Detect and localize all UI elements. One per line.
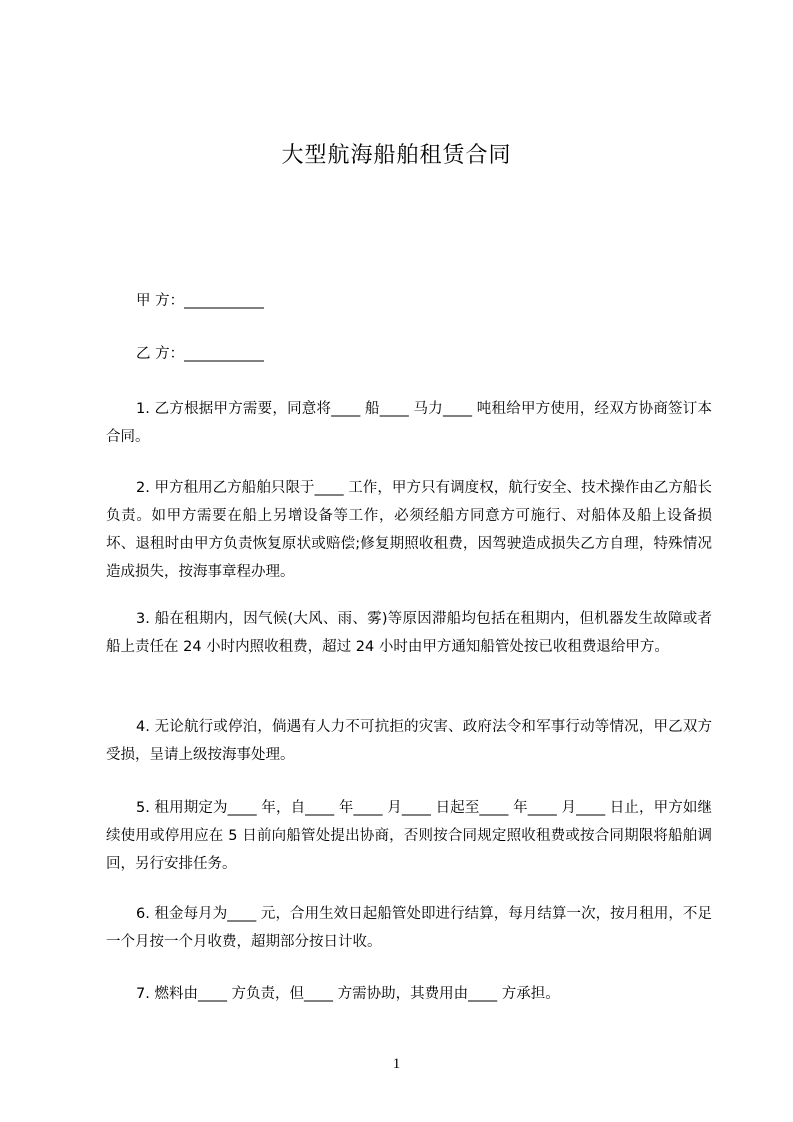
clause-6: 6. 租金每月为____ 元，合用生效日起船管处即进行结算，每月结算一次，按月租用，不足一个月按一个月收费，超期部分按日计收。 bbox=[106, 906, 712, 950]
clause-5: 5. 租用期定为____ 年，自____ 年____ 月____ 日起至____ 年____ 月____ 日止，甲方如继续使用或停用应在 5 日前向船管处提出协商，否则按合同规定照收租费或按合同期限将船舶调回，另行安排任务。 bbox=[106, 800, 712, 872]
party-a-line: 甲 方：___________ bbox=[136, 293, 264, 309]
clause-3: 3. 船在租期内，因气候(大风、雨、雾)等原因滞船均包括在租期内，但机器发生故障或者船上责任在 24 小时内照收租费，超过 24 小时由甲方通知船管处按已收租费退给甲方。 bbox=[106, 611, 712, 655]
clause-1: 1. 乙方根据甲方需要，同意将____ 船____ 马力____ 吨租给甲方使用，经双方协商签订本合同。 bbox=[106, 401, 712, 445]
clause-4: 4. 无论航行或停泊，倘遇有人力不可抗拒的灾害、政府法令和军事行动等情况，甲乙双方受损，呈请上级按海事处理。 bbox=[106, 719, 712, 763]
party-b-line: 乙 方：___________ bbox=[136, 346, 264, 362]
document-title: 大型航海船舶租赁合同 bbox=[281, 143, 512, 168]
clause-2: 2. 甲方租用乙方船舶只限于____ 工作，甲方只有调度权，航行安全、技术操作由乙方船长负责。如甲方需要在船上另增设备等工作，必须经船方同意方可施行、对船体及船上设备损坏、退租时由甲方负责恢复原状或赔偿;修复期照收租费，因驾驶造成损失乙方自理，特殊情况造成损失，按海事章程办理。 bbox=[106, 480, 712, 580]
clause-7: 7. 燃料由____ 方负责，但____ 方需协助，其费用由____ 方承担。 bbox=[136, 986, 560, 1002]
page-number: 1 bbox=[392, 1056, 401, 1072]
